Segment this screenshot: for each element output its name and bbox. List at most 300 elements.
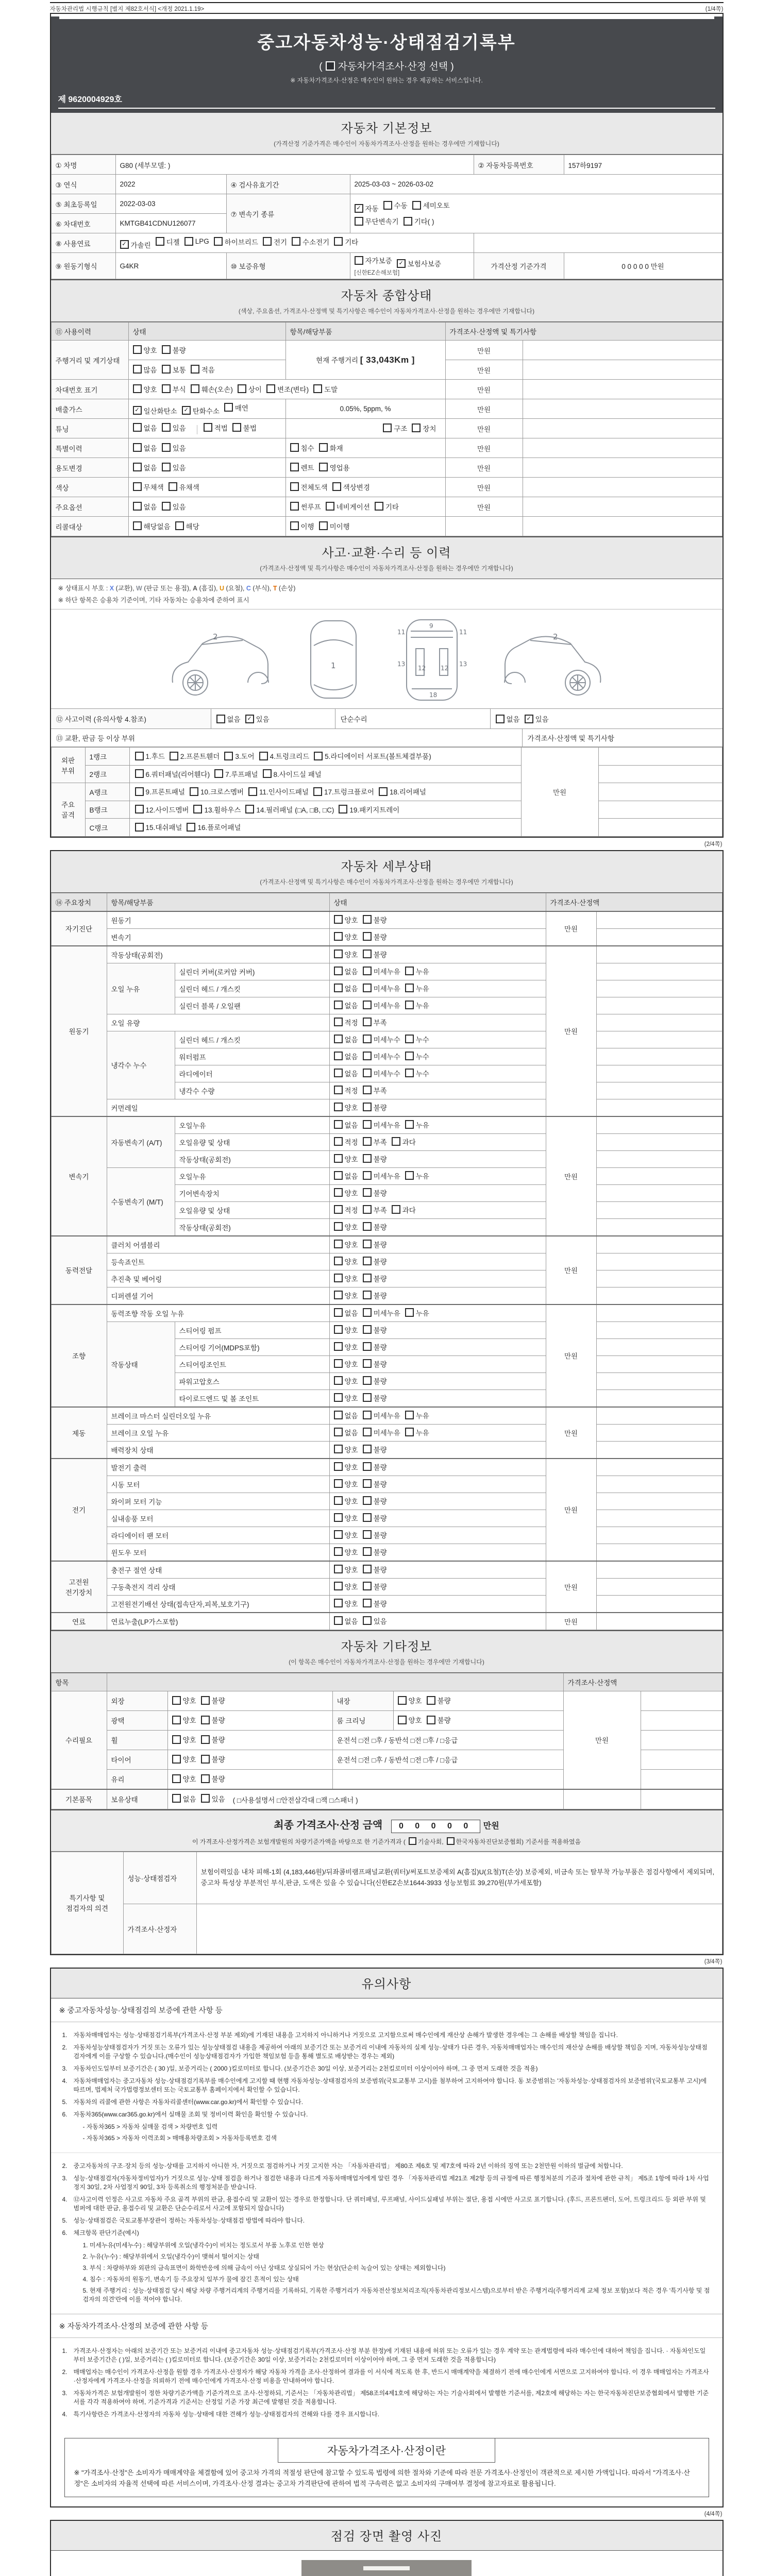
checkbox-icon[interactable] <box>232 423 241 432</box>
checkbox-icon[interactable] <box>266 384 275 393</box>
checkbox-option[interactable] <box>334 236 358 247</box>
checkbox-icon[interactable] <box>363 1001 372 1009</box>
checkbox-option[interactable] <box>392 1205 416 1215</box>
checkbox-icon[interactable] <box>334 1274 343 1282</box>
checkbox-icon[interactable] <box>334 1342 343 1351</box>
checkbox-icon[interactable] <box>363 1018 372 1026</box>
checkbox-option[interactable] <box>133 364 157 375</box>
checkbox-icon[interactable] <box>201 1774 210 1783</box>
checkbox-option[interactable] <box>363 1513 387 1523</box>
checkbox-option[interactable] <box>398 1715 422 1725</box>
checkbox-option[interactable] <box>363 1427 400 1437</box>
checkbox-option[interactable] <box>383 200 408 210</box>
checkbox-option[interactable] <box>363 983 400 993</box>
checkbox-icon[interactable] <box>133 345 142 354</box>
checkbox-icon[interactable] <box>319 463 328 471</box>
checkbox-option[interactable] <box>334 1102 358 1112</box>
checkbox-icon[interactable] <box>363 1052 372 1060</box>
checkbox-icon[interactable] <box>191 384 199 393</box>
checkbox-icon[interactable] <box>334 1496 343 1505</box>
checkbox-icon[interactable] <box>363 1035 372 1043</box>
checkbox-option[interactable] <box>334 1051 358 1061</box>
checkbox-icon[interactable] <box>172 1794 181 1803</box>
checkbox-option[interactable] <box>334 1068 358 1078</box>
checkbox-option[interactable] <box>135 751 165 761</box>
checkbox-option[interactable] <box>363 1547 387 1557</box>
checkbox-option[interactable] <box>182 405 220 416</box>
checkbox-option[interactable] <box>326 501 370 512</box>
checkbox-option[interactable] <box>133 405 177 416</box>
checkbox-option[interactable] <box>216 714 241 724</box>
checkbox-icon[interactable] <box>363 967 372 975</box>
checkbox-option[interactable] <box>363 1000 400 1010</box>
checkbox-icon[interactable] <box>355 217 363 226</box>
checkbox-option[interactable] <box>392 1137 416 1147</box>
checkbox-icon[interactable] <box>334 1103 343 1111</box>
checkbox-option[interactable] <box>193 804 241 815</box>
checkbox-option[interactable] <box>201 1695 225 1705</box>
checkbox-icon[interactable] <box>363 1479 372 1488</box>
checkbox-option[interactable] <box>172 1695 196 1705</box>
checkbox-option[interactable] <box>190 786 244 796</box>
checkbox-icon[interactable]: ✓ <box>120 240 129 249</box>
checkbox-option[interactable] <box>170 751 220 761</box>
checkbox-icon[interactable] <box>405 1069 414 1077</box>
checkbox-option[interactable] <box>496 714 520 724</box>
checkbox-icon[interactable] <box>405 1308 414 1317</box>
checkbox-icon[interactable] <box>363 950 372 958</box>
checkbox-icon[interactable] <box>162 502 171 511</box>
checkbox-option[interactable] <box>133 384 157 394</box>
checkbox-icon[interactable] <box>405 984 414 992</box>
checkbox-option[interactable] <box>135 804 189 815</box>
checkbox-icon[interactable] <box>259 752 268 760</box>
checkbox-icon[interactable] <box>313 787 322 796</box>
checkbox-icon[interactable] <box>334 1428 343 1436</box>
checkbox-option[interactable] <box>162 443 186 453</box>
checkbox-option[interactable] <box>290 482 328 492</box>
checkbox-option[interactable] <box>334 1616 358 1626</box>
checkbox-icon[interactable] <box>334 1188 343 1197</box>
checkbox-option[interactable] <box>162 501 186 512</box>
checkbox-option[interactable] <box>334 966 358 976</box>
checkbox-icon[interactable] <box>133 365 142 374</box>
checkbox-option[interactable] <box>334 1290 358 1300</box>
checkbox-option[interactable] <box>363 1616 387 1626</box>
checkbox-icon[interactable] <box>201 1794 210 1803</box>
checkbox-icon[interactable] <box>363 1428 372 1436</box>
checkbox-icon[interactable] <box>363 932 372 941</box>
checkbox-icon[interactable] <box>447 1837 455 1845</box>
checkbox-icon[interactable] <box>216 715 225 723</box>
checkbox-option[interactable] <box>334 1444 358 1454</box>
checkbox-icon[interactable] <box>363 1496 372 1505</box>
checkbox-option[interactable] <box>363 1444 387 1454</box>
checkbox-option[interactable] <box>204 422 228 433</box>
checkbox-option[interactable] <box>248 786 309 796</box>
checkbox-icon[interactable] <box>201 1735 210 1744</box>
checkbox-icon[interactable] <box>334 1462 343 1471</box>
checkbox-option[interactable] <box>319 443 343 453</box>
checkbox-option[interactable] <box>334 1342 358 1352</box>
checkbox-icon[interactable] <box>363 1257 372 1265</box>
checkbox-icon[interactable] <box>238 384 246 393</box>
checkbox-option[interactable] <box>162 384 186 394</box>
checkbox-icon[interactable] <box>334 1411 343 1419</box>
checkbox-option[interactable] <box>525 714 549 724</box>
checkbox-option[interactable] <box>172 1773 196 1784</box>
checkbox-icon[interactable] <box>375 502 383 511</box>
checkbox-icon[interactable] <box>334 1376 343 1385</box>
checkbox-option[interactable] <box>405 1171 429 1181</box>
checkbox-option[interactable] <box>201 1773 225 1784</box>
checkbox-icon[interactable] <box>363 984 372 992</box>
checkbox-option[interactable] <box>334 1496 358 1506</box>
checkbox-option[interactable] <box>398 1695 422 1705</box>
checkbox-option[interactable] <box>133 345 157 355</box>
checkbox-icon[interactable]: ✓ <box>245 715 254 723</box>
checkbox-option[interactable] <box>404 216 434 226</box>
checkbox-icon[interactable] <box>334 1137 343 1146</box>
checkbox-option[interactable] <box>363 1137 387 1147</box>
checkbox-icon[interactable] <box>363 1188 372 1197</box>
checkbox-option[interactable] <box>172 1793 196 1804</box>
checkbox-icon[interactable] <box>172 1774 181 1783</box>
checkbox-icon[interactable] <box>133 482 142 491</box>
checkbox-icon[interactable] <box>405 1001 414 1009</box>
checkbox-option[interactable] <box>162 364 186 375</box>
checkbox-icon[interactable] <box>398 1696 407 1705</box>
checkbox-option[interactable] <box>238 384 262 394</box>
checkbox-icon[interactable] <box>334 1325 343 1334</box>
checkbox-icon[interactable] <box>162 443 171 452</box>
checkbox-icon[interactable] <box>334 1616 343 1625</box>
checkbox-icon[interactable] <box>133 384 142 393</box>
checkbox-icon[interactable] <box>363 1599 372 1607</box>
checkbox-option[interactable] <box>201 1734 225 1744</box>
checkbox-icon[interactable] <box>379 787 388 796</box>
checkbox-icon[interactable] <box>133 423 142 432</box>
checkbox-icon[interactable] <box>334 984 343 992</box>
checkbox-icon[interactable] <box>334 1582 343 1590</box>
checkbox-icon[interactable] <box>363 1171 372 1180</box>
checkbox-icon[interactable] <box>187 823 195 832</box>
checkbox-option[interactable] <box>379 786 426 796</box>
checkbox-icon[interactable] <box>363 1359 372 1368</box>
checkbox-option[interactable] <box>412 423 436 433</box>
checkbox-icon[interactable] <box>135 752 144 760</box>
checkbox-option[interactable] <box>334 1188 358 1198</box>
checkbox-option[interactable] <box>334 1085 358 1095</box>
checkbox-icon[interactable] <box>334 1565 343 1573</box>
checkbox-icon[interactable] <box>319 521 328 530</box>
checkbox-icon[interactable] <box>363 1103 372 1111</box>
checkbox-option[interactable] <box>363 1564 387 1574</box>
checkbox-icon[interactable] <box>363 1137 372 1146</box>
checkbox-icon[interactable] <box>314 752 323 760</box>
checkbox-option[interactable] <box>334 1034 358 1044</box>
checkbox-option[interactable] <box>405 1068 429 1078</box>
checkbox-icon[interactable] <box>292 237 300 246</box>
checkbox-option[interactable] <box>334 914 358 925</box>
checkbox-icon[interactable] <box>334 1052 343 1060</box>
checkbox-icon[interactable] <box>334 1291 343 1299</box>
checkbox-option[interactable] <box>363 1393 387 1403</box>
checkbox-icon[interactable] <box>405 1171 414 1180</box>
checkbox-option[interactable] <box>172 1734 196 1744</box>
checkbox-icon[interactable] <box>169 482 177 491</box>
checkbox-option[interactable] <box>363 1085 387 1095</box>
checkbox-option[interactable] <box>214 769 258 779</box>
checkbox-option[interactable] <box>412 200 450 210</box>
checkbox-icon[interactable] <box>363 1240 372 1248</box>
checkbox-option[interactable] <box>405 1051 429 1061</box>
checkbox-icon[interactable] <box>363 1222 372 1231</box>
checkbox-option[interactable] <box>363 931 387 942</box>
checkbox-option[interactable] <box>334 949 358 959</box>
checkbox-option[interactable] <box>363 966 400 976</box>
checkbox-icon[interactable] <box>496 715 505 723</box>
checkbox-icon[interactable] <box>409 1837 416 1845</box>
checkbox-option[interactable] <box>334 1479 358 1489</box>
checkbox-option[interactable] <box>405 1308 429 1318</box>
checkbox-option[interactable] <box>133 521 171 531</box>
checkbox-icon[interactable] <box>334 915 343 924</box>
checkbox-option[interactable] <box>397 258 441 268</box>
checkbox-icon[interactable] <box>172 1755 181 1764</box>
checkbox-option[interactable] <box>334 1017 358 1027</box>
checkbox-icon[interactable] <box>334 1308 343 1317</box>
checkbox-option[interactable] <box>363 1034 400 1044</box>
checkbox-icon[interactable] <box>162 384 171 393</box>
checkbox-option[interactable] <box>290 462 314 472</box>
checkbox-icon[interactable] <box>162 345 171 354</box>
checkbox-icon[interactable] <box>224 403 233 412</box>
checkbox-icon[interactable] <box>133 521 142 530</box>
checkbox-icon[interactable] <box>193 805 202 814</box>
checkbox-option[interactable] <box>175 521 199 531</box>
checkbox-option[interactable] <box>334 1564 358 1574</box>
checkbox-icon[interactable] <box>363 1120 372 1129</box>
checkbox-option[interactable] <box>332 482 370 492</box>
checkbox-option[interactable] <box>363 1325 387 1335</box>
checkbox-icon[interactable] <box>334 1086 343 1094</box>
checkbox-icon[interactable] <box>214 237 223 246</box>
checkbox-icon[interactable] <box>334 1205 343 1214</box>
checkbox-icon[interactable] <box>405 967 414 975</box>
checkbox-icon[interactable] <box>133 443 142 452</box>
checkbox-option[interactable] <box>363 1017 387 1027</box>
checkbox-option[interactable] <box>405 983 429 993</box>
checkbox-icon[interactable] <box>290 463 299 471</box>
checkbox-option[interactable] <box>405 966 429 976</box>
checkbox-icon[interactable] <box>334 1171 343 1180</box>
checkbox-option[interactable] <box>334 1427 358 1437</box>
checkbox-option[interactable] <box>334 1000 358 1010</box>
checkbox-option[interactable] <box>334 1513 358 1523</box>
checkbox-option[interactable] <box>405 1120 429 1130</box>
checkbox-option[interactable] <box>162 345 186 355</box>
checkbox-icon[interactable] <box>334 1359 343 1368</box>
checkbox-option[interactable] <box>224 751 254 761</box>
checkbox-icon[interactable] <box>383 423 392 432</box>
checkbox-icon[interactable] <box>405 1035 414 1043</box>
checkbox-option[interactable] <box>405 1427 429 1437</box>
checkbox-icon[interactable] <box>363 1565 372 1573</box>
checkbox-option[interactable] <box>334 1222 358 1232</box>
checkbox-option[interactable] <box>363 1342 387 1352</box>
checkbox-icon[interactable] <box>201 1716 210 1724</box>
checkbox-option[interactable] <box>427 1715 451 1725</box>
checkbox-option[interactable] <box>201 1754 225 1764</box>
checkbox-icon[interactable] <box>201 1755 210 1764</box>
checkbox-option[interactable] <box>169 482 199 492</box>
checkbox-icon[interactable] <box>162 423 171 432</box>
checkbox-option[interactable] <box>375 501 399 512</box>
checkbox-icon[interactable] <box>363 1445 372 1453</box>
checkbox-option[interactable] <box>363 1496 387 1506</box>
checkbox-icon[interactable] <box>156 237 164 246</box>
checkbox-icon[interactable] <box>135 787 144 796</box>
checkbox-icon[interactable] <box>334 967 343 975</box>
checkbox-option[interactable] <box>405 1034 429 1044</box>
checkbox-icon[interactable] <box>175 521 184 530</box>
checkbox-icon[interactable] <box>405 1411 414 1419</box>
checkbox-option[interactable] <box>201 1793 225 1804</box>
checkbox-icon[interactable] <box>363 1086 372 1094</box>
checkbox-icon[interactable] <box>248 787 257 796</box>
checkbox-icon[interactable] <box>214 769 223 778</box>
checkbox-icon[interactable] <box>334 1018 343 1026</box>
checkbox-option[interactable] <box>135 822 182 832</box>
checkbox-icon[interactable] <box>363 1205 372 1214</box>
checkbox-option[interactable] <box>363 1051 400 1061</box>
checkbox-icon[interactable] <box>363 1582 372 1590</box>
checkbox-icon[interactable] <box>427 1696 435 1705</box>
checkbox-icon[interactable] <box>334 1547 343 1556</box>
checkbox-icon[interactable] <box>170 752 178 760</box>
checkbox-option[interactable] <box>187 822 241 832</box>
checkbox-option[interactable] <box>405 1410 429 1420</box>
checkbox-option[interactable] <box>334 983 358 993</box>
checkbox-option[interactable] <box>334 1171 358 1181</box>
checkbox-icon[interactable] <box>404 217 412 226</box>
filled-checkbox-icon[interactable] <box>326 61 335 71</box>
checkbox-option[interactable] <box>245 714 270 724</box>
checkbox-option[interactable] <box>314 751 431 761</box>
checkbox-icon[interactable]: ✓ <box>182 406 191 415</box>
checkbox-icon[interactable] <box>263 237 272 246</box>
checkbox-icon[interactable] <box>363 1411 372 1419</box>
checkbox-option[interactable] <box>172 1715 196 1725</box>
checkbox-icon[interactable] <box>191 365 199 374</box>
checkbox-icon[interactable] <box>405 1052 414 1060</box>
checkbox-icon[interactable] <box>363 1274 372 1282</box>
checkbox-icon[interactable] <box>392 1137 400 1146</box>
checkbox-icon[interactable] <box>392 1205 400 1214</box>
checkbox-icon[interactable] <box>427 1716 435 1724</box>
checkbox-option[interactable] <box>334 1120 358 1130</box>
checkbox-icon[interactable] <box>334 932 343 941</box>
checkbox-icon[interactable] <box>334 1120 343 1129</box>
checkbox-option[interactable] <box>334 1308 358 1318</box>
checkbox-icon[interactable] <box>290 443 299 452</box>
checkbox-icon[interactable] <box>334 1513 343 1522</box>
checkbox-icon[interactable] <box>363 1308 372 1317</box>
checkbox-option[interactable] <box>201 1715 225 1725</box>
checkbox-icon[interactable] <box>334 1479 343 1488</box>
checkbox-icon[interactable] <box>339 805 347 814</box>
checkbox-icon[interactable] <box>363 1342 372 1351</box>
checkbox-option[interactable] <box>156 236 180 247</box>
checkbox-option[interactable] <box>334 931 358 942</box>
checkbox-option[interactable] <box>363 1154 387 1164</box>
checkbox-option[interactable] <box>290 521 314 531</box>
checkbox-option[interactable] <box>133 501 157 512</box>
checkbox-option[interactable] <box>172 1754 196 1764</box>
checkbox-option[interactable] <box>363 1239 387 1249</box>
checkbox-icon[interactable] <box>133 463 142 471</box>
checkbox-option[interactable] <box>363 1290 387 1300</box>
checkbox-icon[interactable] <box>135 769 144 778</box>
checkbox-icon[interactable] <box>135 823 144 832</box>
checkbox-option[interactable] <box>363 1205 387 1215</box>
checkbox-icon[interactable] <box>363 1616 372 1625</box>
checkbox-option[interactable] <box>120 240 151 250</box>
checkbox-option[interactable] <box>334 1410 358 1420</box>
checkbox-icon[interactable] <box>334 1257 343 1265</box>
checkbox-icon[interactable] <box>334 1001 343 1009</box>
checkbox-icon[interactable] <box>172 1735 181 1744</box>
checkbox-icon[interactable] <box>224 752 233 760</box>
checkbox-icon[interactable] <box>290 482 299 491</box>
checkbox-icon[interactable] <box>162 365 171 374</box>
checkbox-icon[interactable] <box>172 1716 181 1724</box>
checkbox-icon[interactable] <box>334 1599 343 1607</box>
checkbox-icon[interactable] <box>334 1154 343 1163</box>
checkbox-icon[interactable] <box>135 805 144 814</box>
checkbox-icon[interactable] <box>190 787 198 796</box>
checkbox-icon[interactable] <box>363 1376 372 1385</box>
checkbox-option[interactable] <box>313 786 374 796</box>
checkbox-icon[interactable] <box>363 1462 372 1471</box>
checkbox-option[interactable] <box>162 462 186 472</box>
checkbox-option[interactable] <box>334 1273 358 1283</box>
checkbox-icon[interactable] <box>334 1222 343 1231</box>
checkbox-option[interactable] <box>355 255 392 265</box>
checkbox-option[interactable] <box>427 1695 451 1705</box>
checkbox-option[interactable] <box>334 1393 358 1403</box>
checkbox-option[interactable] <box>162 422 186 433</box>
checkbox-option[interactable] <box>290 501 321 512</box>
checkbox-icon[interactable] <box>133 502 142 511</box>
checkbox-icon[interactable] <box>383 201 392 210</box>
checkbox-option[interactable] <box>363 1068 400 1078</box>
checkbox-option[interactable] <box>259 751 309 761</box>
checkbox-option[interactable] <box>363 1120 400 1130</box>
checkbox-option[interactable] <box>363 1598 387 1608</box>
checkbox-option[interactable] <box>363 1530 387 1540</box>
checkbox-icon[interactable] <box>263 769 272 778</box>
checkbox-option[interactable] <box>355 203 379 213</box>
checkbox-option[interactable] <box>363 1376 387 1386</box>
checkbox-option[interactable] <box>319 462 350 472</box>
checkbox-option[interactable] <box>334 1581 358 1591</box>
checkbox-option[interactable] <box>363 1581 387 1591</box>
checkbox-icon[interactable] <box>313 384 322 393</box>
checkbox-icon[interactable]: ✓ <box>397 259 406 268</box>
checkbox-option[interactable] <box>334 1530 358 1540</box>
